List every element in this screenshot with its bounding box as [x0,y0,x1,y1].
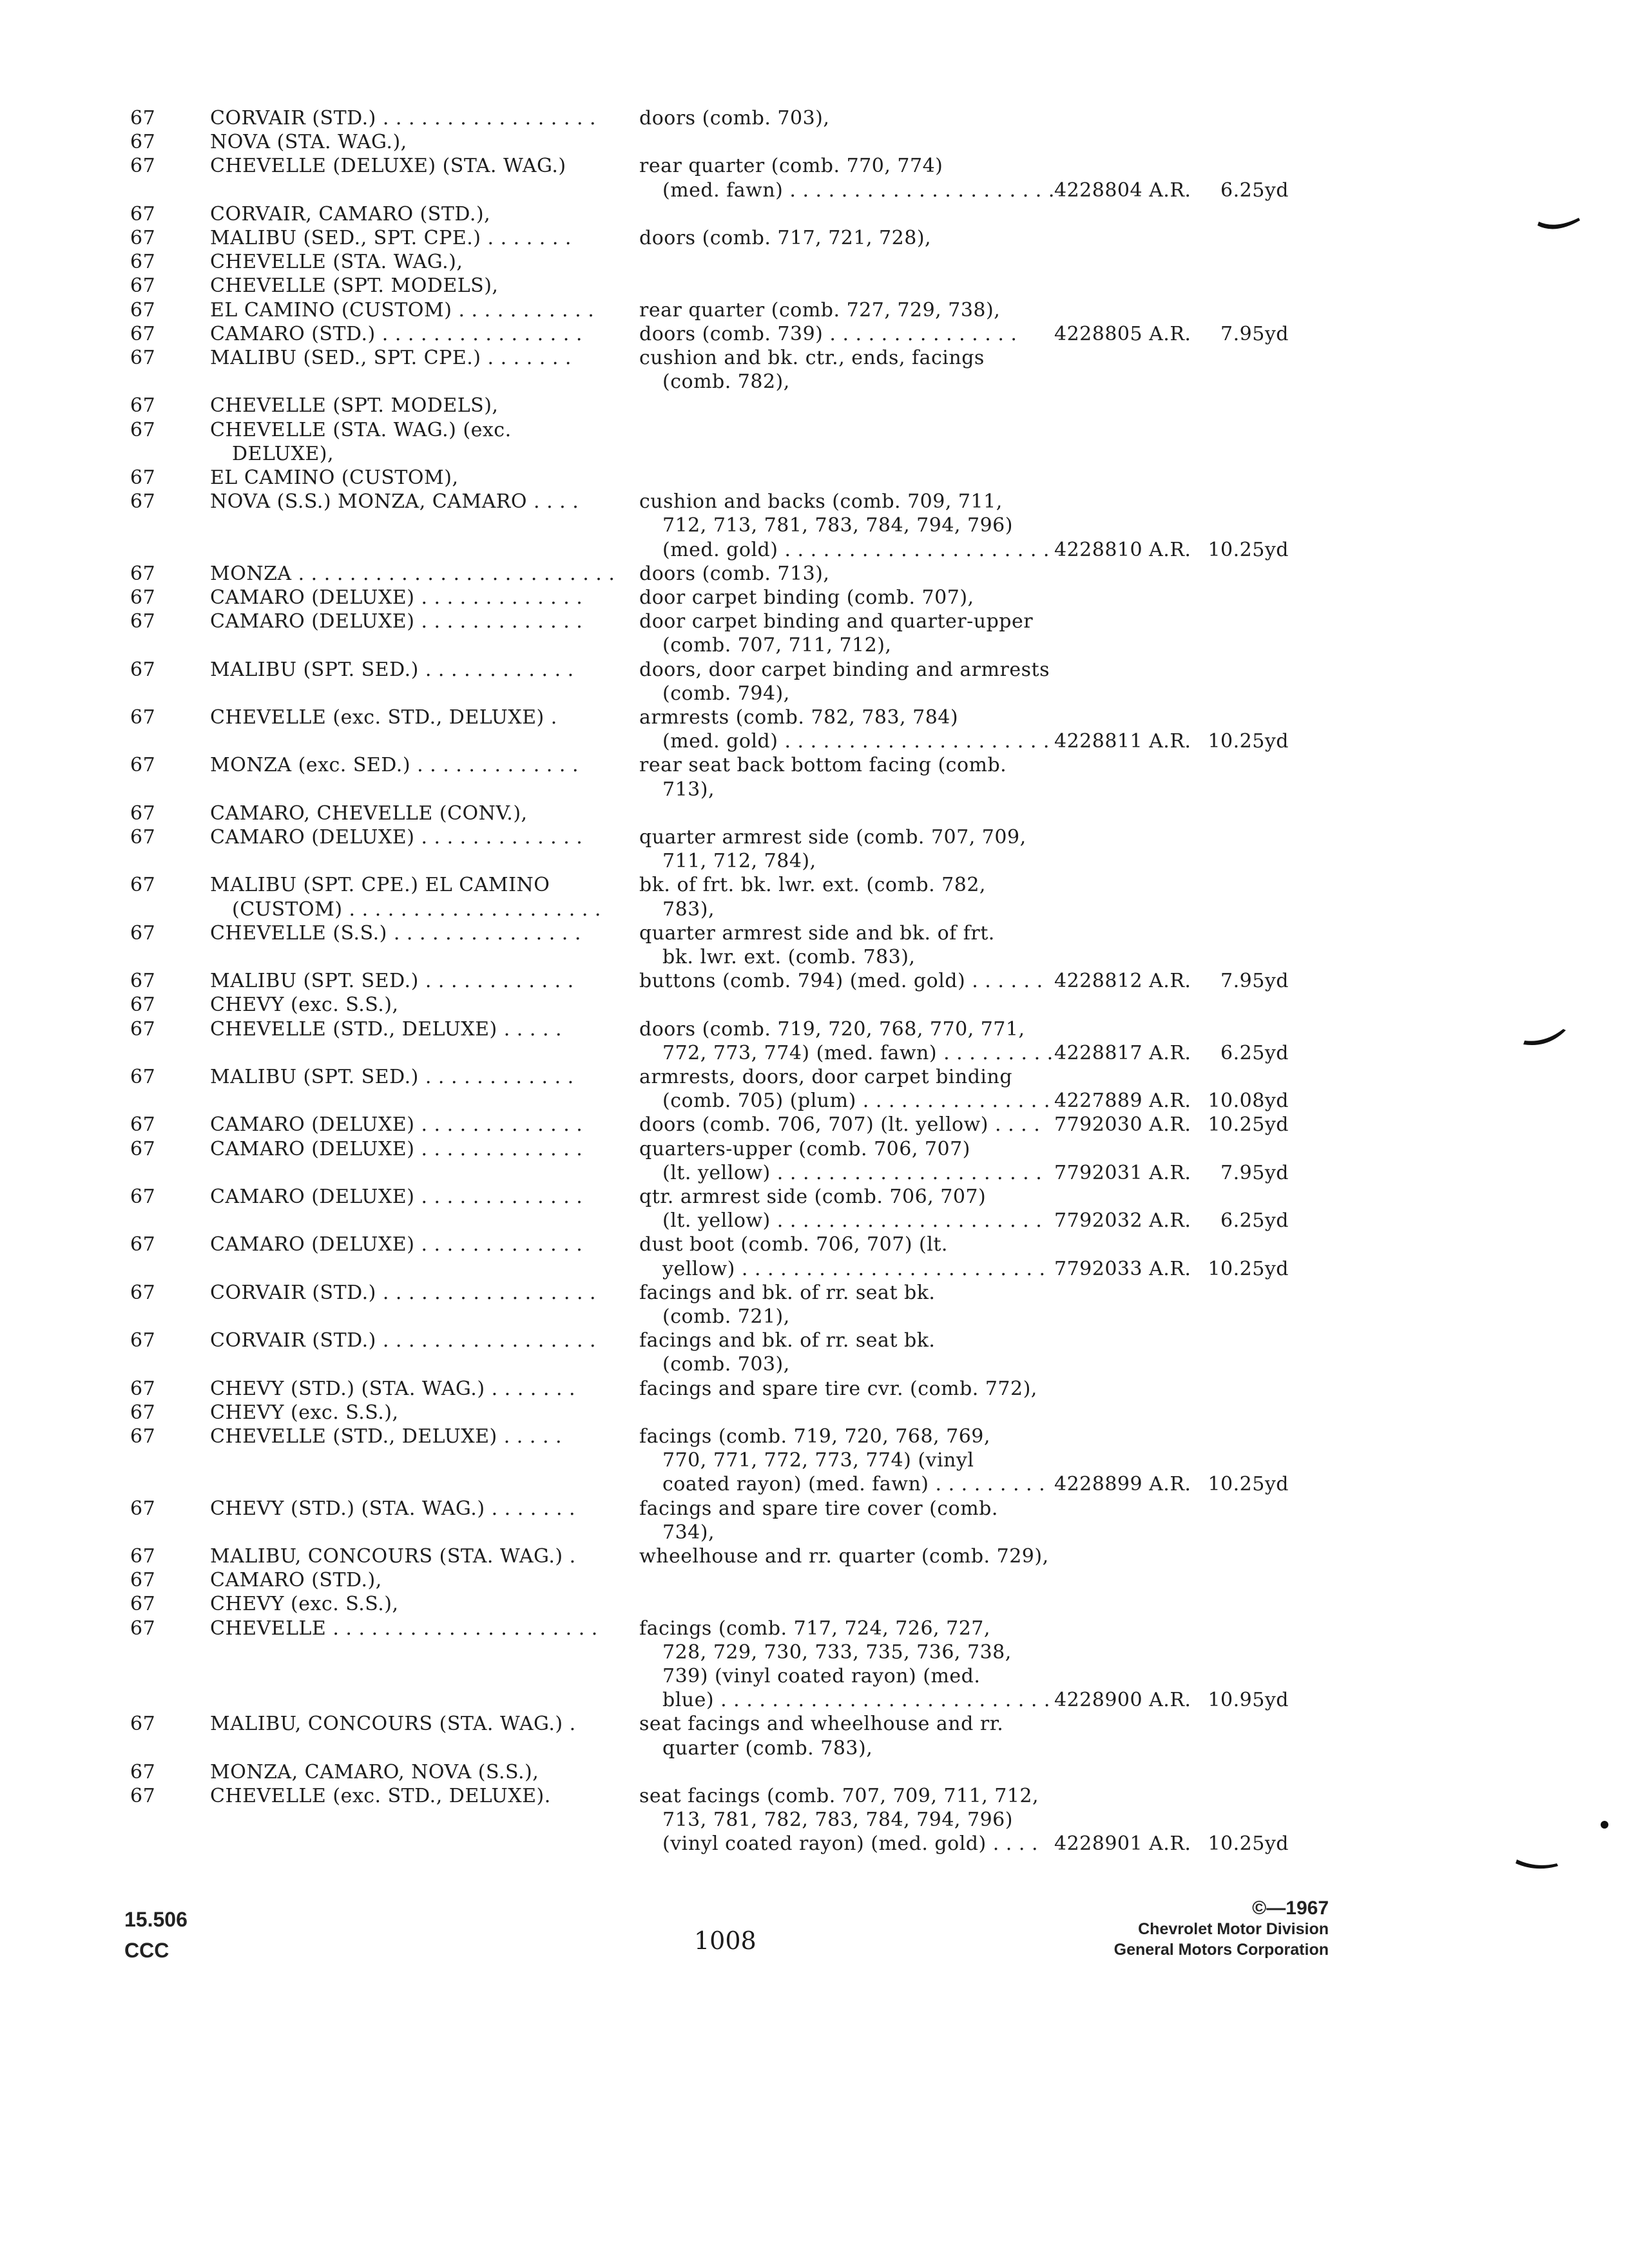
row-description: (comb. 794), [662,682,790,705]
row-description: quarter armrest side and bk. of frt. [639,921,995,945]
row-quantity: 10.25yd [1208,1113,1289,1137]
row-model: MALIBU (SPT. SED.) . . . . . . . . . . . . [210,658,574,681]
row-part-number: 4228901 A.R. [1054,1832,1191,1856]
row-model: CHEVY (STD.) (STA. WAG.) . . . . . . . [210,1497,576,1520]
row-year: 67 [130,754,156,777]
row-year: 67 [130,1713,156,1736]
row-model: CAMARO (DELUXE) . . . . . . . . . . . . . [210,610,583,633]
row-quantity: 10.25yd [1208,1257,1289,1280]
row-description: (med. gold) . . . . . . . . . . . . . . . . . . . . . [662,538,1050,561]
row-year: 67 [130,1377,156,1400]
row-model: CORVAIR, CAMARO (STD.), [210,202,491,226]
row-quantity: 10.25yd [1208,1473,1289,1496]
row-year: 67 [130,107,156,130]
row-model: NOVA (STA. WAG.), [210,131,407,154]
row-year: 67 [130,251,156,274]
row-part-number: 4228817 A.R. [1054,1041,1191,1064]
row-year: 67 [130,131,156,154]
row-year: 67 [130,970,156,993]
row-description: 711, 712, 784), [662,850,816,873]
row-year: 67 [130,418,156,441]
binder-mark-icon [1514,1850,1561,1876]
row-description: (comb. 703), [662,1353,790,1376]
section-number: 15.506 [124,1908,188,1931]
margin-dot [1601,1821,1608,1829]
row-description: 734), [662,1521,715,1544]
row-year: 67 [130,1760,156,1783]
row-description: (vinyl coated rayon) (med. gold) . . . . [662,1832,1038,1856]
row-quantity: 10.08yd [1208,1090,1289,1113]
row-model: CAMARO (STD.), [210,1569,382,1592]
row-model: MALIBU (SPT. SED.) . . . . . . . . . . . . [210,970,574,993]
row-part-number: 7792030 A.R. [1054,1113,1191,1137]
row-description: facings (comb. 717, 724, 726, 727, [639,1617,990,1640]
row-model: MALIBU, CONCOURS (STA. WAG.) . [210,1713,576,1736]
row-year: 67 [130,1593,156,1616]
row-description: bk. lwr. ext. (comb. 783), [662,946,916,968]
row-description: quarter armrest side (comb. 707, 709, [639,826,1027,849]
row-part-number: 4228810 A.R. [1054,538,1191,561]
row-year: 67 [130,490,156,514]
row-year: 67 [130,394,156,418]
row-year: 67 [130,610,156,633]
row-description: buttons (comb. 794) (med. gold) . . . . . . [639,970,1043,993]
row-year: 67 [130,155,156,178]
row-year: 67 [130,874,156,897]
row-description: 770, 771, 772, 773, 774) (vinyl [662,1449,974,1472]
row-year: 67 [130,1617,156,1640]
row-model: CORVAIR (STD.) . . . . . . . . . . . . . . . . . [210,1281,597,1304]
row-part-number: 4228900 A.R. [1054,1689,1191,1712]
row-description: rear seat back bottom facing (comb. [639,754,1007,777]
row-model: CHEVY (exc. S.S.), [210,994,399,1017]
row-description: qtr. armrest side (comb. 706, 707) [639,1186,987,1208]
row-year: 67 [130,1113,156,1137]
row-quantity: 10.25yd [1208,1832,1289,1856]
row-year: 67 [130,466,156,489]
row-part-number: 7792033 A.R. [1054,1257,1191,1280]
row-description: doors (comb. 706, 707) (lt. yellow) . . . . [639,1113,1041,1137]
row-description: seat facings and wheelhouse and rr. [639,1713,1004,1736]
row-description: doors, door carpet binding and armrests [639,658,1050,681]
row-description: quarter (comb. 783), [662,1736,873,1760]
row-model: CHEVY (exc. S.S.), [210,1593,399,1616]
copyright: ©—1967 [1252,1898,1329,1919]
row-description: 712, 713, 781, 783, 784, 794, 796) [662,514,1013,537]
row-description: yellow) . . . . . . . . . . . . . . . . . . . . . . . . [662,1257,1046,1280]
row-description: cushion and bk. ctr., ends, facings [639,347,985,369]
row-quantity: 10.25yd [1208,730,1289,753]
row-part-number: 4228805 A.R. [1054,322,1191,345]
row-model: MALIBU (SPT. SED.) . . . . . . . . . . . . [210,1066,574,1088]
row-year: 67 [130,921,156,945]
row-description: rear quarter (comb. 770, 774) [639,155,943,178]
row-model: CAMARO (DELUXE) . . . . . . . . . . . . . [210,1186,583,1208]
row-year: 67 [130,1017,156,1041]
row-model: CHEVELLE (STA. WAG.) (exc. [210,418,512,441]
row-description: wheelhouse and rr. quarter (comb. 729), [639,1545,1049,1568]
row-year: 67 [130,1545,156,1568]
row-description: 713), [662,778,715,801]
row-model: CAMARO (DELUXE) . . . . . . . . . . . . . [210,826,583,849]
row-description: (med. gold) . . . . . . . . . . . . . . . . . . . . . [662,730,1050,753]
row-description: (comb. 721), [662,1305,790,1328]
row-year: 67 [130,1186,156,1208]
row-description: 739) (vinyl coated rayon) (med. [662,1665,981,1687]
row-quantity: 6.25yd [1220,178,1289,202]
footer-right [1063,1898,1329,1960]
row-model: CHEVELLE (exc. STD., DELUXE) . [210,706,557,729]
division-name: Chevrolet Motor Division [1138,1920,1329,1938]
row-model: CAMARO (DELUXE) . . . . . . . . . . . . . [210,586,583,609]
row-model: CHEVELLE (S.S.) . . . . . . . . . . . . . . . [210,921,581,945]
row-year: 67 [130,1425,156,1448]
row-quantity: 7.95yd [1220,1161,1289,1184]
row-year: 67 [130,1066,156,1088]
row-description: (comb. 705) (plum) . . . . . . . . . . . . . . . [662,1090,1050,1113]
row-year: 67 [130,1497,156,1520]
row-model: MALIBU (SPT. CPE.) EL CAMINO [210,874,550,897]
row-year: 67 [130,322,156,345]
page-number: 1008 [694,1927,757,1955]
row-model: CHEVELLE (SPT. MODELS), [210,274,499,298]
row-model: EL CAMINO (CUSTOM), [210,466,459,489]
row-model: CAMARO (DELUXE) . . . . . . . . . . . . . [210,1113,583,1137]
row-description: doors (comb. 713), [639,562,830,585]
row-year: 67 [130,826,156,849]
row-year: 67 [130,586,156,609]
row-year: 67 [130,227,156,249]
row-model: CHEVELLE (SPT. MODELS), [210,394,499,418]
row-description: (med. fawn) . . . . . . . . . . . . . . . . . . . . . [662,178,1055,202]
row-year: 67 [130,562,156,585]
row-description: armrests, doors, door carpet binding [639,1066,1013,1088]
row-year: 67 [130,298,156,322]
corporation-name: General Motors Corporation [1113,1941,1329,1959]
row-part-number: 4228899 A.R. [1054,1473,1191,1496]
row-part-number: 7792032 A.R. [1054,1209,1191,1233]
row-description: armrests (comb. 782, 783, 784) [639,706,959,729]
row-description: 783), [662,898,715,921]
row-description: facings and spare tire cover (comb. [639,1497,998,1520]
row-year: 67 [130,1329,156,1352]
row-description: door carpet binding (comb. 707), [639,586,974,609]
row-year: 67 [130,1137,156,1160]
row-description: cushion and backs (comb. 709, 711, [639,490,1003,514]
row-year: 67 [130,802,156,825]
row-model: MONZA, CAMARO, NOVA (S.S.), [210,1760,539,1783]
row-year: 67 [130,347,156,369]
row-description: blue) . . . . . . . . . . . . . . . . . . . . . . . . . . [662,1689,1050,1712]
footer-left [124,1904,188,1966]
row-model: CHEVELLE (STA. WAG.), [210,251,463,274]
row-model: CHEVELLE . . . . . . . . . . . . . . . . . . . . . [210,1617,598,1640]
row-description: facings and bk. of rr. seat bk. [639,1329,936,1352]
row-model: (CUSTOM) . . . . . . . . . . . . . . . . . . . . [232,898,601,921]
row-model: CAMARO (DELUXE) . . . . . . . . . . . . . [210,1137,583,1160]
binder-mark-icon [1536,213,1583,238]
row-model: CHEVELLE (exc. STD., DELUXE). [210,1785,551,1807]
row-year: 67 [130,994,156,1017]
row-model: EL CAMINO (CUSTOM) . . . . . . . . . . . [210,298,595,322]
row-year: 67 [130,1233,156,1256]
row-year: 67 [130,1281,156,1304]
row-description: (lt. yellow) . . . . . . . . . . . . . . . . . . . . . [662,1161,1043,1184]
row-year: 67 [130,706,156,729]
row-description: doors (comb. 719, 720, 768, 770, 771, [639,1017,1025,1041]
catalog-code: CCC [124,1939,169,1962]
row-model: MONZA (exc. SED.) . . . . . . . . . . . . . [210,754,579,777]
row-model: MALIBU (SED., SPT. CPE.) . . . . . . . [210,227,572,249]
row-description: 772, 773, 774) (med. fawn) . . . . . . . . . [662,1041,1054,1064]
row-description: 728, 729, 730, 733, 735, 736, 738, [662,1640,1012,1664]
row-description: facings and bk. of rr. seat bk. [639,1281,936,1304]
row-description: dust boot (comb. 706, 707) (lt. [639,1233,948,1256]
row-model: CHEVELLE (DELUXE) (STA. WAG.) [210,155,566,178]
row-model: MONZA . . . . . . . . . . . . . . . . . . . . . . . . . [210,562,615,585]
row-description: doors (comb. 703), [639,107,830,130]
row-description: coated rayon) (med. fawn) . . . . . . . . . [662,1473,1046,1496]
row-model: CHEVELLE (STD., DELUXE) . . . . . [210,1017,563,1041]
row-description: facings (comb. 719, 720, 768, 769, [639,1425,990,1448]
row-model: CAMARO (STD.) . . . . . . . . . . . . . . . . [210,322,583,345]
row-quantity: 7.95yd [1220,322,1289,345]
row-part-number: 4228811 A.R. [1054,730,1191,753]
row-year: 67 [130,1569,156,1592]
row-model: CORVAIR (STD.) . . . . . . . . . . . . . . . . . [210,107,597,130]
row-description: seat facings (comb. 707, 709, 711, 712, [639,1785,1039,1807]
row-description: door carpet binding and quarter-upper [639,610,1034,633]
row-description: (comb. 782), [662,370,790,394]
row-quantity: 6.25yd [1220,1209,1289,1233]
row-model: DELUXE), [232,442,334,465]
row-year: 67 [130,1401,156,1424]
row-quantity: 7.95yd [1220,970,1289,993]
row-quantity: 10.25yd [1208,538,1289,561]
row-year: 67 [130,202,156,226]
row-description: doors (comb. 717, 721, 728), [639,227,932,249]
row-year: 67 [130,274,156,298]
row-description: 713, 781, 782, 783, 784, 794, 796) [662,1809,1013,1832]
row-year: 67 [130,658,156,681]
row-description: quarters-upper (comb. 706, 707) [639,1137,970,1160]
row-quantity: 6.25yd [1220,1041,1289,1064]
row-model: CHEVELLE (STD., DELUXE) . . . . . [210,1425,563,1448]
row-model: CAMARO, CHEVELLE (CONV.), [210,802,528,825]
row-description: rear quarter (comb. 727, 729, 738), [639,298,1001,322]
row-description: facings and spare tire cvr. (comb. 772), [639,1377,1037,1400]
row-year: 67 [130,1785,156,1807]
row-description: (comb. 707, 711, 712), [662,634,892,657]
row-model: CORVAIR (STD.) . . . . . . . . . . . . . . . . . [210,1329,597,1352]
row-part-number: 4228804 A.R. [1054,178,1191,202]
row-model: MALIBU, CONCOURS (STA. WAG.) . [210,1545,576,1568]
row-description: doors (comb. 739) . . . . . . . . . . . . . . . [639,322,1017,345]
row-description: (lt. yellow) . . . . . . . . . . . . . . . . . . . . . [662,1209,1043,1233]
row-model: CHEVY (exc. S.S.), [210,1401,399,1424]
row-part-number: 7792031 A.R. [1054,1161,1191,1184]
row-part-number: 4228812 A.R. [1054,970,1191,993]
row-model: NOVA (S.S.) MONZA, CAMARO . . . . [210,490,579,514]
row-model: CHEVY (STD.) (STA. WAG.) . . . . . . . [210,1377,576,1400]
row-model: MALIBU (SED., SPT. CPE.) . . . . . . . [210,347,572,369]
row-part-number: 4227889 A.R. [1054,1090,1191,1113]
row-description: bk. of frt. bk. lwr. ext. (comb. 782, [639,874,986,897]
row-model: CAMARO (DELUXE) . . . . . . . . . . . . . [210,1233,583,1256]
row-quantity: 10.95yd [1208,1689,1289,1712]
binder-mark-icon [1522,1028,1568,1053]
